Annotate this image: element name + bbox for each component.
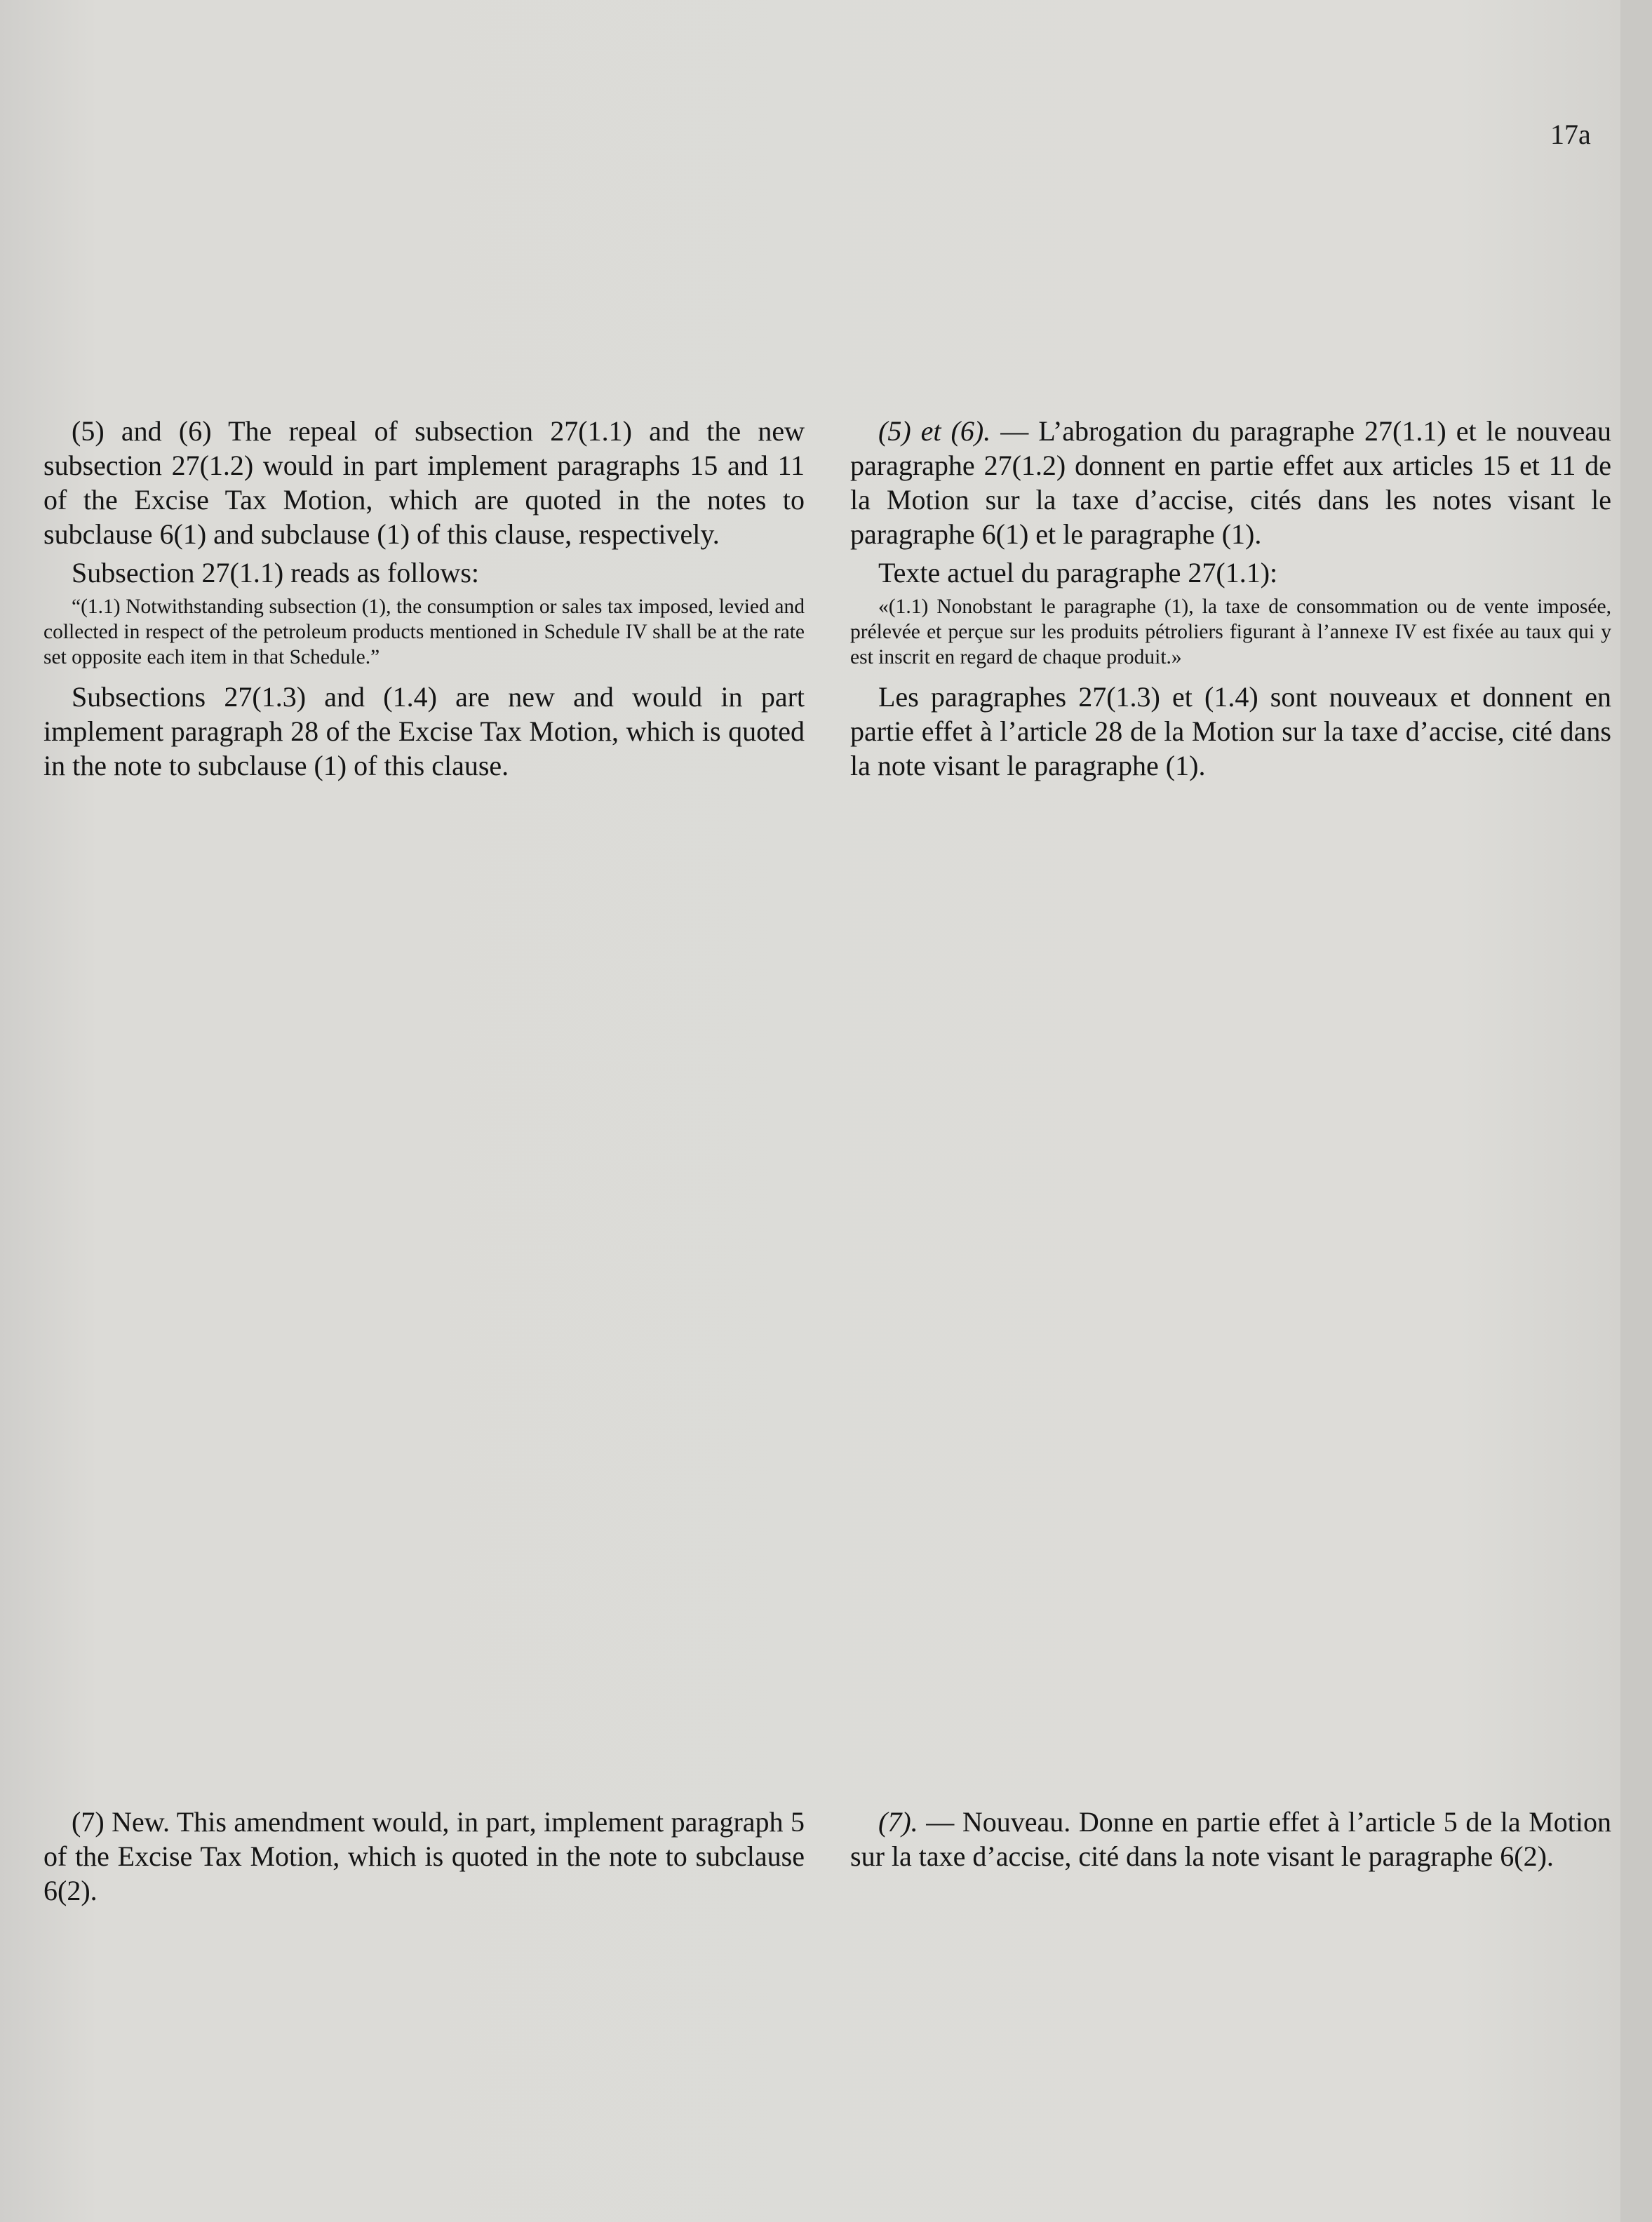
upper-notes-french xyxy=(850,414,1611,783)
note-paragraph xyxy=(850,414,1611,551)
page-margin xyxy=(1620,0,1652,2222)
note-reference: (5) et (6). xyxy=(878,415,991,447)
note-text: — L’abrogation du paragraphe 27(1.1) et le nouveau paragraphe 27(1.2) donnent en partie effet aux articles 15 et 11 de la Motion sur la taxe d’accise, cités dans les notes visant le paragraphe 6(1) et le paragraphe (1). xyxy=(850,415,1611,550)
note-paragraph: (7) New. This amendment would, in part, implement paragraph 5 of the Excise Tax Motion, which is quoted in the note to subclause 6(2). xyxy=(43,1806,805,1906)
note-paragraph: Les paragraphes 27(1.3) et (1.4) sont nouveaux et donnent en partie effet à l’article 28 de la Motion sur la taxe d’accise, cité dans la note visant le paragraphe (1). xyxy=(850,681,1611,781)
quoted-text: “(1.1) Notwithstanding subsection (1), the consumption or sales tax imposed, levied and collected in respect of the petroleum products mentioned in Schedule IV shall be at the rate set opposite each item in that Schedule.” xyxy=(43,595,805,668)
note-text: — Nouveau. Donne en partie effet à l’article 5 de la Motion sur la taxe d’accise, cité dans la note visant le paragraphe 6(2). xyxy=(850,1806,1611,1872)
quote-heading: Subsection 27(1.1) reads as follows: xyxy=(72,557,480,588)
note-reference: (7). xyxy=(878,1806,918,1838)
note-paragraph: (5) and (6) The repeal of subsection 27(1.1) and the new subsection 27(1.2) would in part implement paragraphs 15 and 11 of the Excise Tax Motion, which are quoted in the notes to subclause 6(1) and subclause (1) of this clause, respectively. xyxy=(43,415,805,550)
note-paragraph: Subsections 27(1.3) and (1.4) are new and would in part implement paragraph 28 of the Excise Tax Motion, which is quoted in the note to subclause (1) of this clause. xyxy=(43,681,805,781)
lower-notes-english xyxy=(43,1805,805,1908)
lower-notes-french xyxy=(850,1805,1611,1873)
quote-heading: Texte actuel du paragraphe 27(1.1): xyxy=(878,557,1278,588)
quoted-text: «(1.1) Nonobstant le paragraphe (1), la taxe de consommation ou de vente imposée, prélevée et perçue sur les produits pétroliers figurant à l’annexe IV est fixée au taux qui y est inscrit en regard de chaque produit.» xyxy=(850,595,1611,668)
note-paragraph xyxy=(850,1805,1611,1873)
upper-notes-english xyxy=(43,414,805,783)
page-number: 17a xyxy=(1550,119,1591,150)
